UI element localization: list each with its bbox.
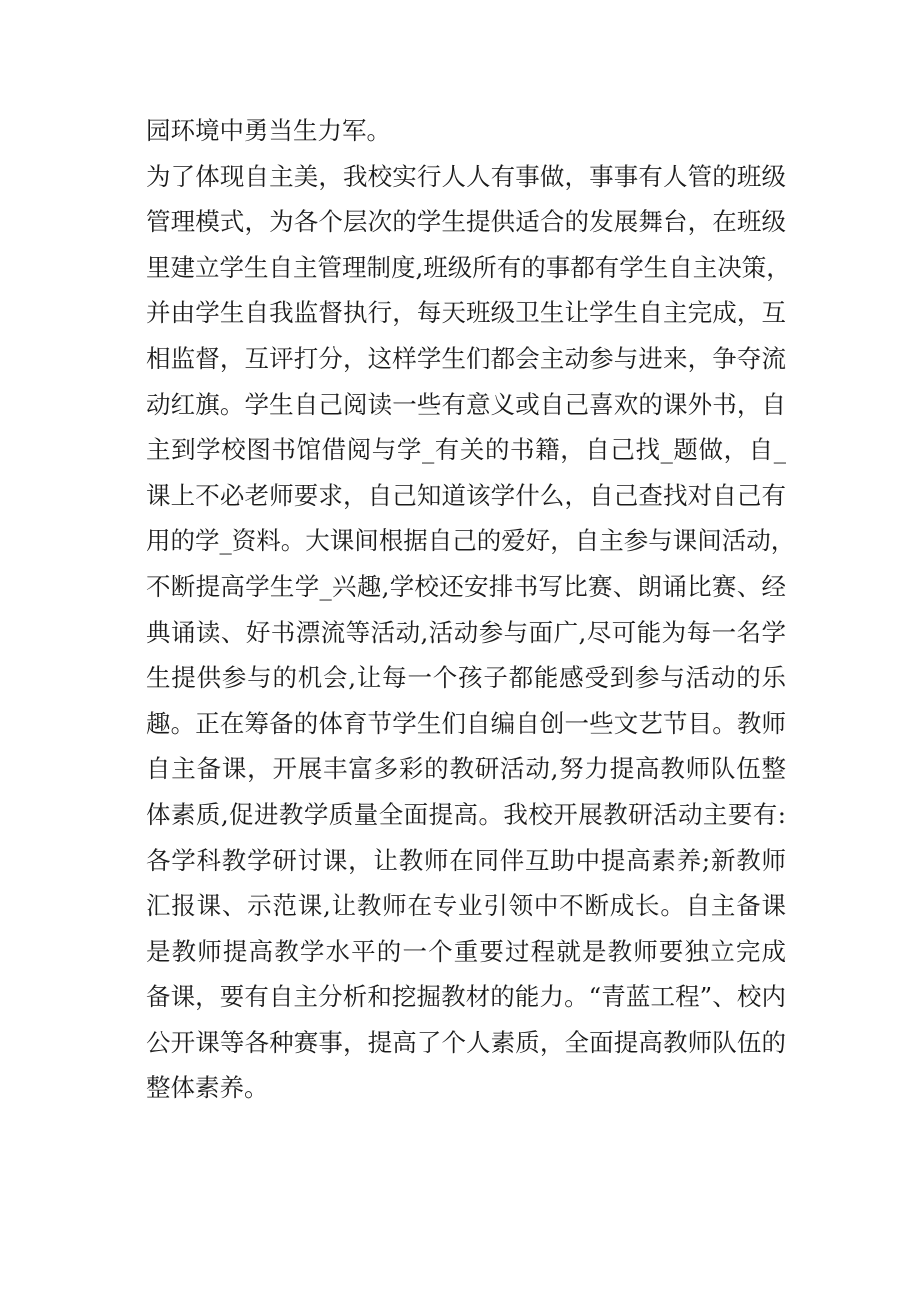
text-line: 园环境中勇当生力军。 [146,116,391,145]
text-line: 不断提高学生学_兴趣,学校还安排书写比赛、朗诵比赛、经 [146,571,786,601]
text-line: 体素质,促进教学质量全面提高。我校开展教研活动主要有: [146,799,786,829]
text-line: 公开课等各种赛事，提高了个人素质，全面提高教师队伍的 [146,1027,786,1057]
body-text [146,108,796,1111]
text-line: 动红旗。学生自己阅读一些有意义或自己喜欢的课外书，自 [146,389,786,419]
text-line: 典诵读、好书漂流等活动,活动参与面广,尽可能为每一名学 [146,617,786,647]
text-line: 自主备课，开展丰富多彩的教研活动,努力提高教师队伍整 [146,754,786,784]
text-line: 相监督，互评打分，这样学生们都会主动参与进来，争夺流 [146,343,786,373]
text-line: 主到学校图书馆借阅与学_有关的书籍，自己找_题做，自_ [146,435,786,465]
text-line: 管理模式，为各个层次的学生提供适合的发展舞台，在班级 [146,207,786,237]
text-line: 趣。正在筹备的体育节学生们自编自创一些文艺节目。教师 [146,708,786,738]
text-line: 各学科教学研讨课，让教师在同伴互助中提高素养;新教师 [146,845,786,875]
text-line: 整体素养。 [146,1073,269,1103]
text-line: 是教师提高教学水平的一个重要过程就是教师要独立完成 [146,936,786,966]
text-line: 课上不必老师要求，自己知道该学什么，自己查找对自己有 [146,480,786,510]
text-line: 并由学生自我监督执行，每天班级卫生让学生自主完成，互 [146,298,786,328]
text-line: 用的学_资料。大课间根据自己的爱好，自主参与课间活动， [146,526,796,556]
text-line: 生提供参与的机会,让每一个孩子都能感受到参与活动的乐 [146,663,786,693]
text-line: 为了体现自主美，我校实行人人有事做，事事有人管的班级 [146,161,786,191]
text-line: 备课，要有自主分析和挖掘教材的能力。“青蓝工程”、校内 [146,982,786,1012]
text-line: 汇报课、示范课,让教师在专业引领中不断成长。自主备课 [146,891,786,921]
text-line: 里建立学生自主管理制度,班级所有的事都有学生自主决策， [146,252,791,282]
